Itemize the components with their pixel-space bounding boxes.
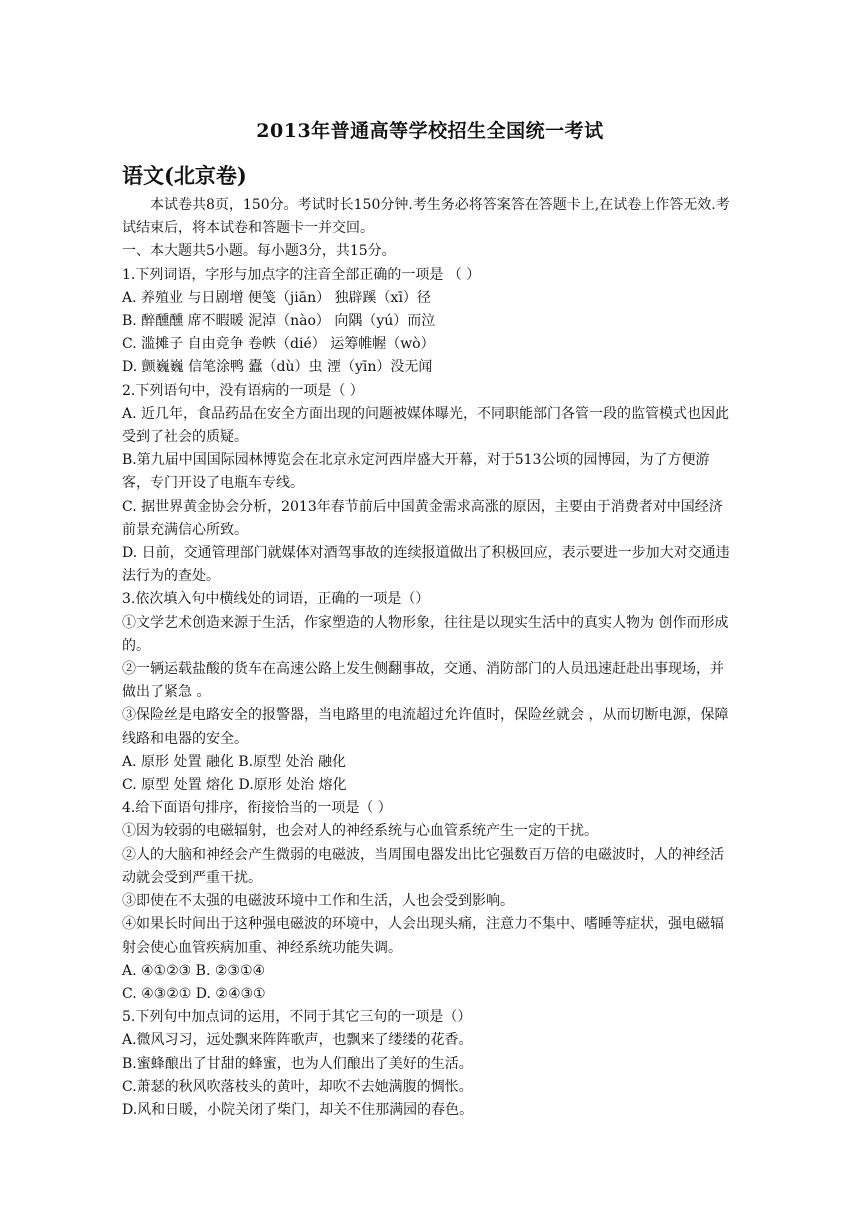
- question-4-sentence-1: ①因为较弱的电磁辐射，也会对人的神经系统与心血管系统产生一定的干扰。: [122, 823, 598, 840]
- question-2-option-b: B.第九届中国国际园林博览会在北京永定河西岸盛大开幕，对于513公顷的园博园，为了方便游客，专门开设了电瓶车专线。: [122, 452, 710, 492]
- section-heading: 一、本大题共5小题。每小题3分，共15分。: [122, 243, 396, 260]
- question-3-options-cd: C. 原型 处置 熔化 D.原形 处治 熔化: [122, 777, 347, 794]
- page-subtitle: 语文(北京卷): [122, 163, 247, 188]
- question-1-option-b: B. 醉醺醺 席不暇暖 泥淖（nào） 向隅（yú）而泣: [122, 313, 436, 330]
- exam-body: [122, 194, 734, 1122]
- question-3-stem: 3.依次填入句中横线处的词语，正确的一项是（）: [122, 591, 430, 608]
- question-1-option-a: A. 养殖业 与日剧增 便笺（jiān） 独辟蹊（xī）径: [122, 289, 431, 306]
- intro-paragraph: 本试卷共8页，150分。考试时长150分钟.考生务必将答案答在答题卡上,在试卷上作答无效.考试结束后，将本试卷和答题卡一并交回。: [122, 197, 730, 237]
- question-2-option-c: C. 据世界黄金协会分析，2013年春节前后中国黄金需求高涨的原因，主要由于消费者对中国经济前景充满信心所致。: [122, 498, 723, 538]
- question-3-sentence-1: ①文学艺术创造来源于生活，作家塑造的人物形象，往往是以现实生活中的真实人物为 创作而形成的。: [122, 614, 729, 654]
- question-5-option-c: C.萧瑟的秋风吹落枝头的黄叶，却吹不去她满腹的惆怅。: [122, 1078, 473, 1095]
- question-5-option-d: D.风和日暖，小院关闭了柴门，却关不住那满园的春色。: [122, 1101, 474, 1118]
- question-5-option-b: B.蜜蜂酿出了甘甜的蜂蜜，也为人们酿出了美好的生活。: [122, 1055, 473, 1072]
- question-4-sentence-4: ④如果长时间出于这种强电磁波的环境中，人会出现头痛，注意力不集中、嗜睡等症状，强电磁辐射会使心血管疾病加重、神经系统功能失调。: [122, 916, 724, 956]
- question-4-stem: 4.给下面语句排序，衔接恰当的一项是（ ）: [122, 800, 392, 817]
- question-2-stem: 2.下列语句中，没有语病的一项是（ ）: [122, 382, 364, 399]
- page-title: 2013年普通高等学校招生全国统一考试: [256, 120, 604, 142]
- question-4-sentence-2: ②人的大脑和神经会产生微弱的电磁波，当周围电器发出比它强数百万倍的电磁波时，人的神经活动就会受到严重干扰。: [122, 846, 724, 886]
- question-4-options-ab: A. ④①②③ B. ②③①④: [122, 962, 266, 979]
- question-3-sentence-2: ②一辆运载盐酸的货车在高速公路上发生侧翻事故，交通、消防部门的人员迅速赶赴出事现场，并做出了紧急 。: [122, 661, 724, 701]
- question-1-stem: 1.下列词语，字形与加点字的注音全部正确的一项是 （ ）: [122, 266, 481, 283]
- question-2-option-a: A. 近几年，食品药品在安全方面出现的问题被媒体曝光，不同职能部门各管一段的监管模式也因此受到了社会的质疑。: [122, 405, 730, 446]
- question-3-options-ab: A. 原形 处置 融化 B.原型 处治 融化: [122, 753, 346, 770]
- question-5-option-a: A.微风习习，远处飘来阵阵歌声，也飘来了缕缕的花香。: [122, 1032, 473, 1049]
- question-2-option-d: D. 日前，交通管理部门就媒体对酒驾事故的连续报道做出了积极回应，表示要进一步加大对交通违法行为的查处。: [122, 545, 730, 585]
- question-5-stem: 5.下列句中加点词的运用，不同于其它三句的一项是（）: [122, 1009, 472, 1026]
- question-4-options-cd: C. ④③②① D. ②④③①: [122, 985, 266, 1002]
- question-1-option-d: D. 颤巍巍 信笔涂鸭 蠹（dù）虫 湮（yīn）没无闻: [122, 359, 433, 376]
- question-4-sentence-3: ③即使在不太强的电磁波环境中工作和生活，人也会受到影响。: [122, 893, 514, 910]
- question-3-sentence-3: ③保险丝是电路安全的报警器，当电路里的电流超过允许值时，保险丝就会 ，从而切断电源，保障线路和电器的安全。: [122, 707, 729, 747]
- question-1-option-c: C. 滥摊子 自由竞争 卷帙（dié） 运筹帷幄（wò）: [122, 336, 435, 353]
